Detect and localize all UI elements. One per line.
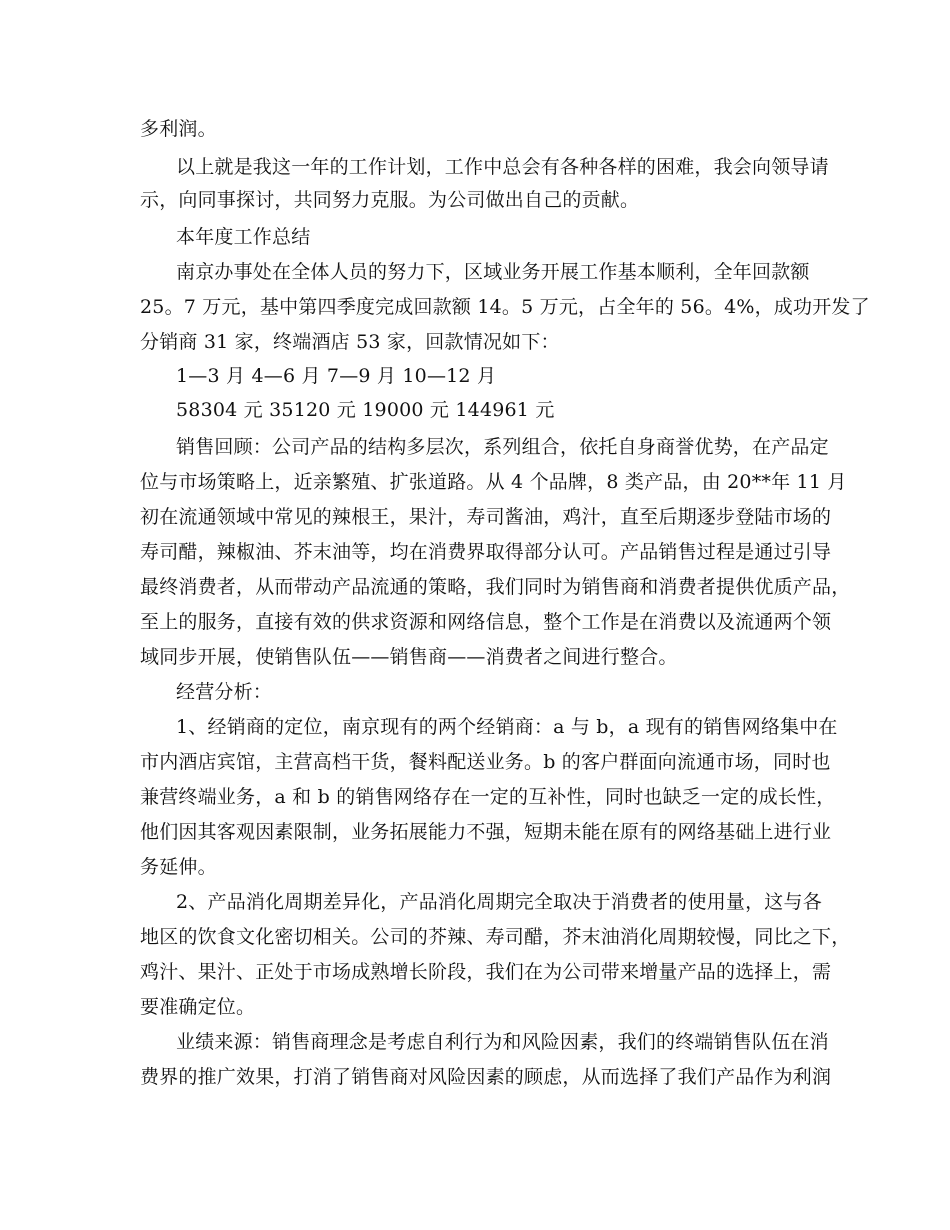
quarter-labels: 1—3 月 4—6 月 7—9 月 10—12 月 [176, 365, 497, 387]
text-line: 要准确定位。 [140, 996, 256, 1018]
text-line: 费界的推广效果，打消了销售商对风险因素的顾虑，从而选择了我们产品作为利润 [140, 1066, 832, 1088]
paragraph-start: 业绩来源：销售商理念是考虑自利行为和风险因素，我们的终端销售队伍在消 [176, 1031, 829, 1053]
paragraph-start: 南京办事处在全体人员的努力下，区域业务开展工作基本顺利，全年回款额 [176, 261, 810, 283]
text-line: 务延伸。 [140, 856, 217, 878]
text-line: 他们因其客观因素限制，业务拓展能力不强，短期未能在原有的网络基础上进行业 [140, 821, 832, 843]
paragraph-start: 2、产品消化周期差异化，产品消化周期完全取决于消费者的使用量，这与各 [176, 891, 822, 913]
paragraph-start: 销售回顾：公司产品的结构多层次，系列组合，依托自身商誉优势，在产品定 [176, 436, 829, 458]
text-line: 鸡汁、果汁、正处于市场成熟增长阶段，我们在为公司带来增量产品的选择上，需 [140, 961, 832, 983]
section-heading: 经营分析： [176, 681, 273, 703]
text-line: 地区的饮食文化密切相关。公司的芥辣、寿司醋，芥末油消化周期较慢，同比之下， [140, 926, 851, 948]
paragraph-start: 以上就是我这一年的工作计划，工作中总会有各种各样的困难，我会向领导请 [176, 156, 829, 178]
text-line: 域同步开展，使销售队伍——销售商——消费者之间进行整合。 [140, 646, 678, 668]
text-line: 初在流通领域中常见的辣根王，果汁，寿司酱油，鸡汁，直至后期逐步登陆市场的 [140, 506, 832, 528]
paragraph-start: 1、经销商的定位，南京现有的两个经销商：a 与 b，a 现有的销售网络集中在 [176, 716, 838, 738]
text-line: 寿司醋，辣椒油、芥末油等，均在消费界取得部分认可。产品销售过程是通过引导 [140, 541, 832, 563]
text-line: 分销商 31 家，终端酒店 53 家，回款情况如下： [140, 331, 560, 353]
text-line: 兼营终端业务，a 和 b 的销售网络存在一定的互补性，同时也缺乏一定的成长性， [140, 786, 836, 808]
text-line: 最终消费者，从而带动产品流通的策略，我们同时为销售商和消费者提供优质产品， [140, 576, 851, 598]
text-line: 至上的服务，直接有效的供求资源和网络信息，整个工作是在消费以及流通两个领 [140, 611, 832, 633]
quarter-amounts: 58304 元 35120 元 19000 元 144961 元 [176, 399, 555, 421]
text-line: 25。7 万元，基中第四季度完成回款额 14。5 万元，占全年的 56。4%，成功开发了 [140, 296, 870, 318]
text-line: 示，向同事探讨，共同努力克服。为公司做出自己的贡献。 [140, 189, 640, 211]
text-line: 多利润。 [140, 118, 217, 140]
section-heading: 本年度工作总结 [176, 226, 311, 248]
text-line: 市内酒店宾馆，主营高档干货，餐料配送业务。b 的客户群面向流通市场，同时也 [140, 751, 831, 773]
text-line: 位与市场策略上，近亲繁殖、扩张道路。从 4 个品牌，8 类产品，由 20**年 11 月 [140, 471, 847, 493]
